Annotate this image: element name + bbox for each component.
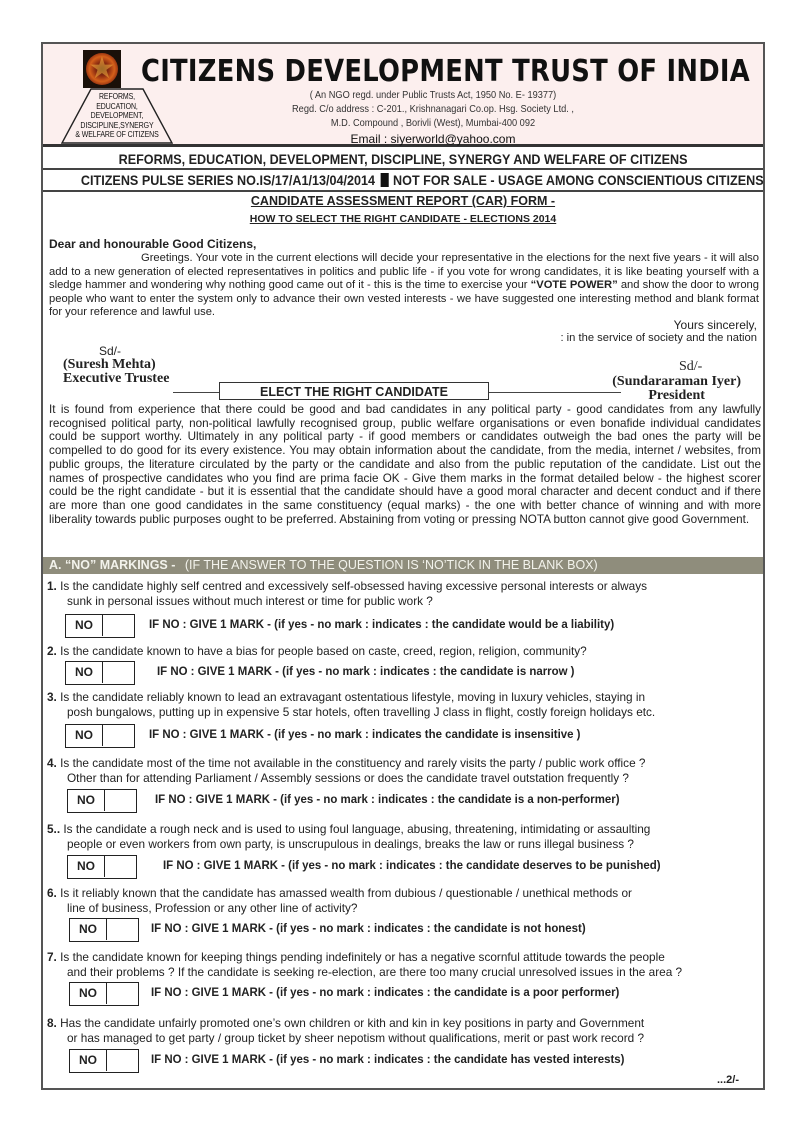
section-a-instruction: (IF THE ANSWER TO THE QUESTION IS ‘NO’TICK IN THE BLANK BOX) <box>184 558 598 572</box>
address-line-2: M.D. Compound , Borivli (West), Mumbai-400 092 <box>330 117 536 129</box>
tick-box[interactable] <box>107 919 138 940</box>
signatory-left-title: Executive Trustee <box>63 371 170 386</box>
no-box <box>65 614 135 638</box>
not-for-sale-note: NOT FOR SALE - USAGE AMONG CONSCIENTIOUS CITIZENS <box>393 172 764 188</box>
section-a-heading: A. “NO” MARKINGS - <box>49 558 176 572</box>
elect-banner: ELECT THE RIGHT CANDIDATE <box>219 382 489 400</box>
mark-instruction: IF NO : GIVE 1 MARK - (if yes - no mark : indicates the candidate is insensitive ) <box>149 727 581 741</box>
org-name: CITIZENS DEVELOPMENT TRUST OF INDIA <box>141 54 751 89</box>
no-label: NO <box>66 662 103 683</box>
question-number: 6. <box>47 886 57 900</box>
address-line-1: Regd. C/o address : C-201., Krishnanagari Co.op. Hsg. Society Ltd. , <box>292 103 574 115</box>
question-text-cont: posh bungalows, putting up in expensive 5 star hotels, often travelling J class in flight, costly foreign holidays etc. <box>67 704 656 719</box>
series-band <box>43 170 763 192</box>
email-contact: Email : siyerworld@yahoo.com <box>350 132 516 146</box>
page-continuation: ...2/- <box>716 1074 739 1086</box>
question-number: 2. <box>47 644 57 658</box>
question-number: 5.. <box>47 822 61 836</box>
tick-box[interactable] <box>107 1050 138 1071</box>
question-number: 4. <box>47 756 57 770</box>
question-number: 8. <box>47 1016 57 1030</box>
logo-motto-line: DISCIPLINE,SYNERGY <box>80 120 154 130</box>
question-text: Is the candidate a rough neck and is used to using foul language, abusing, threatening, intimidating or assaulting <box>63 822 651 836</box>
mark-instruction: IF NO : GIVE 1 MARK - (if yes - no mark : indicates : the candidate deserves to be punished) <box>163 858 661 872</box>
question-text: Is it reliably known that the candidate has amassed wealth from dubious / questionable / unethical methods or <box>60 886 632 900</box>
question-6 <box>47 886 759 915</box>
question-text-cont: sunk in personal issues without much interest or time for public work ? <box>67 593 433 608</box>
letter-body-text-end: and show the door to wrong people who want to enter the system only to advance their own vested interests - we have suggested one interesting method and blank format for your reference and lawful use. <box>49 279 759 319</box>
no-box <box>65 661 135 685</box>
signatory-right <box>612 375 741 403</box>
vote-power-emphasis: “VOTE POWER” <box>530 279 618 292</box>
mark-instruction: IF NO : GIVE 1 MARK - (if yes - no mark : indicates : the candidate is a poor performer) <box>151 985 620 999</box>
question-8 <box>47 1016 759 1045</box>
mark-instruction: IF NO : GIVE 1 MARK - (if yes - no mark : indicates : the candidate is narrow ) <box>157 664 575 678</box>
emblem-icon: ★ <box>83 50 121 88</box>
logo-motto-line: DEVELOPMENT, <box>90 111 144 121</box>
tick-box[interactable] <box>105 790 136 811</box>
intro-paragraph: It is found from experience that there could be good and bad candidates in any political party - good candidates from any lawfully recognised political party, non-political lawfully recognised group, public welfare organisations or even bonafide individual candidates could be support worthy. Ultimately in any political party - if good members or candidates outweigh the bad ones the party will be compelled to do good for its every existence. You may obtain information about the candidate, from the media, internet / websites, from public groups, the literature circulated by the party or the candidate and also from the public reputation of the candidate. List out the names of prospective candidates who you find are prima facie OK - Give them marks in the format detailed below - the highest scorer could be the right candidate - but it is essential that the candidate should have a good moral character and decent conduct and if there are more than one good candidates in the same constituency (equal marks) - the one with better chance of winning and with more liberality towards public purposes ought to be preferred. Abstaining from voting or pressing NOTA button cannot give good Government. <box>49 403 761 526</box>
no-label: NO <box>70 983 107 1004</box>
no-box <box>69 1049 139 1073</box>
letter-body <box>49 252 759 320</box>
series-number: CITIZENS PULSE SERIES NO.IS/17/A1/13/04/2014 <box>80 172 376 188</box>
question-4 <box>47 756 759 785</box>
letter-body-text: Greetings. Your vote in the current elections will decide your representative in the elections for the next five years - it will also add to a new generation of elected representatives in politics and public life - if you vote for wrong candidates, it is like beating yourself with a sledge hammer and wondering why nothing good came out of it - this is the time to exercise your <box>49 252 759 292</box>
question-number: 7. <box>47 950 57 964</box>
question-text-cont: line of business, Profession or any other line of activity? <box>67 900 358 915</box>
question-number: 1. <box>47 579 57 593</box>
signatory-left-name: (Suresh Mehta) <box>63 357 156 372</box>
no-label: NO <box>68 790 105 811</box>
question-text: Is the candidate highly self centred and excessively self-obsessed having excessive personal interests or always <box>60 579 648 593</box>
signatory-right-name: (Sundararaman Iyer) <box>612 374 741 389</box>
question-text-cont: and their problems ? If the candidate is seeking re-election, are there too many crucial unresolved issues in the area ? <box>67 964 683 979</box>
no-label: NO <box>66 725 103 746</box>
question-5 <box>47 822 759 851</box>
signatory-right-title: President <box>648 388 705 403</box>
mark-instruction: IF NO : GIVE 1 MARK - (if yes - no mark : indicates : the candidate is not honest) <box>151 921 586 935</box>
question-text-cont: Other than for attending Parliament / Assembly sessions or does the candidate travel outstation frequently ? <box>67 770 629 785</box>
signature-right: Sd/- <box>679 359 703 374</box>
mark-instruction: IF NO : GIVE 1 MARK - (if yes - no mark : indicates : the candidate is a non-performer) <box>155 792 620 806</box>
no-box <box>67 855 137 879</box>
question-1 <box>47 579 759 608</box>
logo-motto-line: EDUCATION, <box>96 101 138 111</box>
separator-block <box>380 173 388 187</box>
question-text: Is the candidate reliably known to lead an extravagant ostentatious lifestyle, moving in luxury vehicles, staying in <box>60 690 646 704</box>
question-7 <box>47 950 759 979</box>
registration-note: ( An NGO regd. under Public Trusts Act, 1950 No. E- 19377) <box>309 89 557 101</box>
document-frame <box>41 42 765 1090</box>
question-text-cont: or has managed to get party / group ticket by sheer nepotism without qualifications, merit or past work record ? <box>67 1030 645 1045</box>
mark-instruction: IF NO : GIVE 1 MARK - (if yes - no mark : indicates : the candidate has vested interests) <box>151 1052 625 1066</box>
motto-text: REFORMS, EDUCATION, DEVELOPMENT, DISCIPLINE, SYNERGY AND WELFARE OF CITIZENS <box>118 151 688 167</box>
service-line: : in the service of society and the nation <box>560 332 757 344</box>
question-text-cont: people or even workers from own party, is unscrupulous in dealings, breaks the law or runs illegal business ? <box>67 836 634 851</box>
letterhead <box>43 44 763 147</box>
question-text: Is the candidate most of the time not available in the constituency and rarely visits the party / public work office ? <box>60 756 646 770</box>
no-box <box>69 982 139 1006</box>
salutation: Dear and honourable Good Citizens, <box>49 237 257 251</box>
tick-box[interactable] <box>103 615 134 636</box>
tick-box[interactable] <box>107 983 138 1004</box>
question-text: Has the candidate unfairly promoted one’s own children or kith and kin in key positions in party and Government <box>60 1016 645 1030</box>
motto-band <box>43 148 763 170</box>
tick-box[interactable] <box>103 725 134 746</box>
section-a-header <box>43 557 763 574</box>
no-label: NO <box>70 919 107 940</box>
form-subtitle: HOW TO SELECT THE RIGHT CANDIDATE - ELECTIONS 2014 <box>249 213 557 225</box>
question-number: 3. <box>47 690 57 704</box>
signatory-left <box>63 358 169 386</box>
no-box <box>67 789 137 813</box>
tick-box[interactable] <box>103 662 134 683</box>
question-text: Is the candidate known for keeping things pending indefinitely or has a negative scornful attitude towards the people <box>60 950 665 964</box>
no-box <box>65 724 135 748</box>
signature-left: Sd/- <box>99 344 122 358</box>
question-2 <box>47 644 759 659</box>
no-box <box>69 918 139 942</box>
tick-box[interactable] <box>105 856 136 877</box>
mark-instruction: IF NO : GIVE 1 MARK - (if yes - no mark : indicates : the candidate would be a liability) <box>149 617 615 631</box>
no-label: NO <box>68 856 105 877</box>
question-3 <box>47 690 759 719</box>
logo-motto-line: & WELFARE OF CITIZENS <box>75 130 159 140</box>
no-label: NO <box>70 1050 107 1071</box>
question-text: Is the candidate known to have a bias for people based on caste, creed, region, religion, community? <box>60 644 587 658</box>
form-title: CANDIDATE ASSESSMENT REPORT (CAR) FORM - <box>250 194 556 208</box>
logo-motto-badge <box>61 88 173 144</box>
no-label: NO <box>66 615 103 636</box>
logo-motto-line: REFORMS, <box>98 92 136 101</box>
closing: Yours sincerely, <box>673 318 757 332</box>
